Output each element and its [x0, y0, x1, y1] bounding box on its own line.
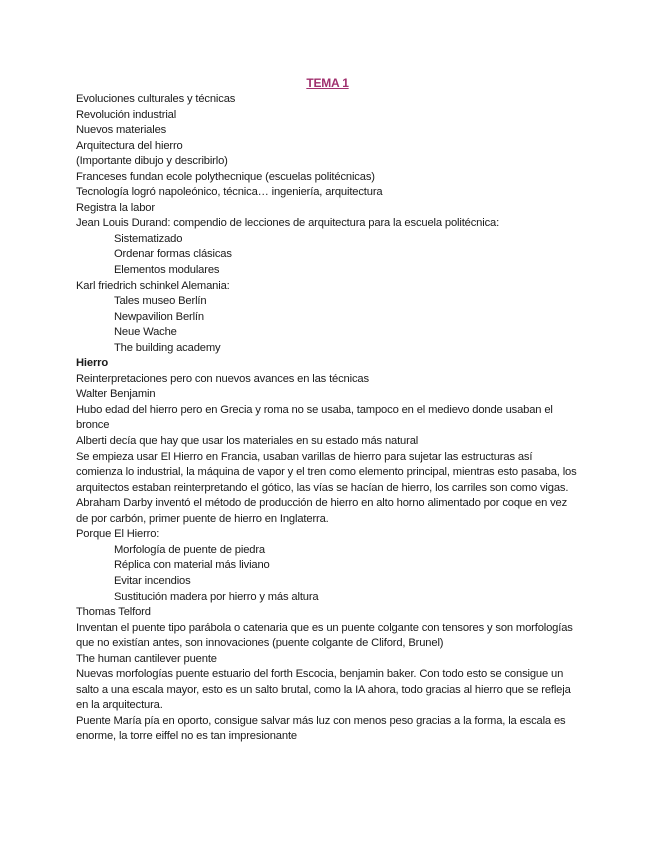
text-line: Arquitectura del hierro	[76, 139, 183, 152]
text-line: Registra la labor	[76, 201, 155, 214]
list-item: Evitar incendios	[114, 574, 191, 587]
list-item: Tales museo Berlín	[114, 295, 207, 308]
text-line: Tecnología logró napoleónico, técnica… ingeniería, arquitectura	[76, 186, 383, 199]
text-line: Revolución industrial	[76, 108, 177, 121]
text-line: Reinterpretaciones pero con nuevos avances en las técnicas	[76, 372, 369, 385]
list-item: Sustitución madera por hierro y más altura	[114, 590, 319, 603]
text-line: Puente María pía en oporto, consigue salvar más luz con menos peso gracias a la forma, la escala es enorme, la torre eiffel no es tan impresionante	[76, 714, 566, 743]
text-line: Se empieza usar El Hierro en Francia, usaban varillas de hierro para sujetar las estructuras así comienza lo industrial, la máquina de vapor y el tren como elemento principal, mientras esto pasaba, los arquitectos estaban reinterpretando el gótico, las vías se hacían de hierro, los carriles son como vigas.	[76, 450, 577, 494]
text-line: Nuevas morfologías puente estuario del forth Escocia, benjamin baker. Con todo esto se consigue un salto a una escala mayor, esto es un salto brutal, como la IA ahora, todo gracias al hierro que se refleja en la arquitectura.	[76, 668, 571, 712]
text-line: Abraham Darby inventó el método de producción de hierro en alto horno alimentado por coque en vez de por carbón, primer puente de hierro en Inglaterra.	[76, 497, 568, 525]
text-line: Walter Benjamin	[76, 388, 156, 401]
page-title: TEMA 1	[306, 76, 349, 90]
list-item: Elementos modulares	[114, 264, 220, 277]
list-item: The building academy	[114, 341, 221, 354]
text-line: Franceses fundan ecole polythecnique (escuelas politécnicas)	[76, 170, 375, 183]
text-line: Jean Louis Durand: compendio de lecciones de arquitectura para la escuela politécnica:	[76, 217, 500, 230]
list-item: Sistematizado	[114, 232, 183, 245]
text-line: Nuevos materiales	[76, 124, 167, 137]
text-line: (Importante dibujo y describirlo)	[76, 155, 228, 168]
list-item: Réplica con material más liviano	[114, 559, 270, 572]
list-item: Ordenar formas clásicas	[114, 248, 232, 261]
text-line: Alberti decía que hay que usar los materiales en su estado más natural	[76, 435, 419, 448]
text-line: Thomas Telford	[76, 606, 151, 619]
text-line: Hubo edad del hierro pero en Grecia y roma no se usaba, tampoco en el medievo donde usaban el bronce	[76, 403, 553, 432]
text-line: Evoluciones culturales y técnicas	[76, 93, 236, 105]
text-line: Porque El Hierro:	[76, 528, 160, 541]
text-line: Inventan el puente tipo parábola o catenaria que es un puente colgante con tensores y son morfologías que no existían antes, son innovaciones (puente colgante de Cliford, Brunel)	[76, 621, 573, 650]
list-item: Morfología de puente de piedra	[114, 543, 265, 556]
list-item: Newpavilion Berlín	[114, 310, 204, 323]
text-line: The human cantilever puente	[76, 652, 217, 665]
text-line: Karl friedrich schinkel Alemania:	[76, 279, 230, 292]
list-item: Neue Wache	[114, 326, 177, 339]
section-heading: Hierro	[76, 357, 109, 370]
document-body	[76, 92, 581, 745]
